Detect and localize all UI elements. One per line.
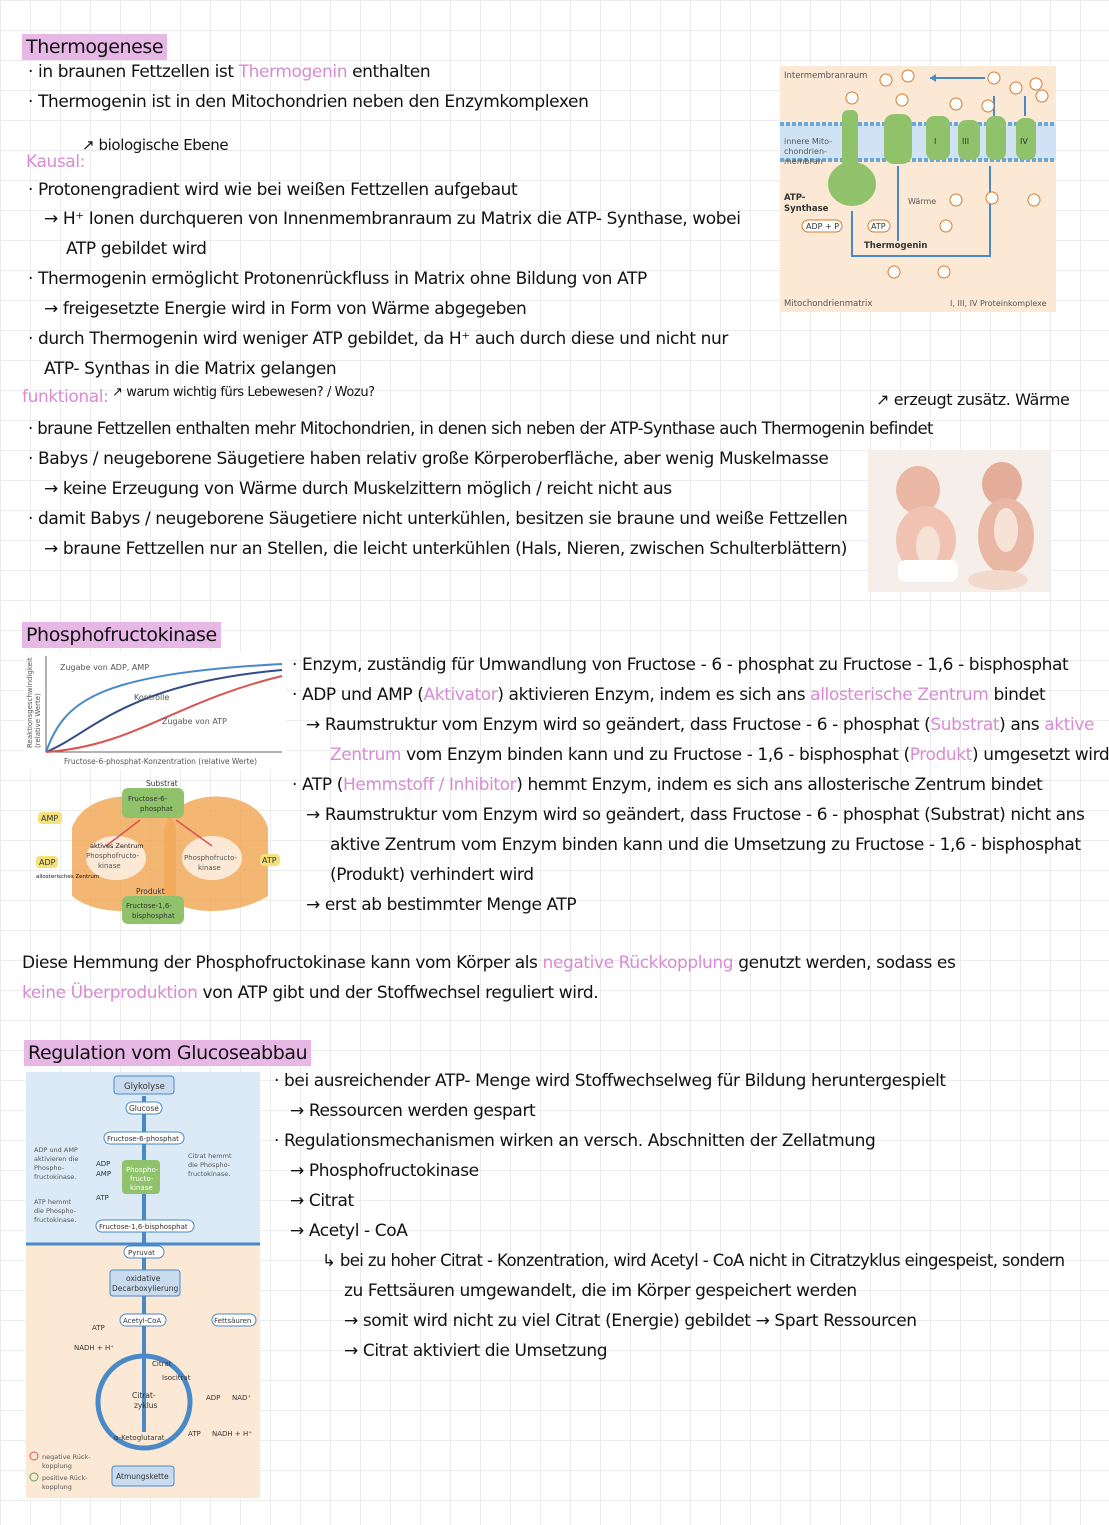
thermogenin-membrane-figure <box>780 66 1056 312</box>
label-atp-low: ATP <box>188 1430 201 1438</box>
legend-neg-2: kopplung <box>42 1462 72 1470</box>
label-citratzyklus-2: zyklus <box>134 1401 158 1410</box>
label-complex-3: III <box>962 137 970 146</box>
legend-pos-2: kopplung <box>42 1483 72 1491</box>
text-line: · Babys / neugeborene Säugetiere haben relativ große Körperoberfläche, aber wenig Muskelmasse <box>28 449 829 469</box>
text-line: → Acetyl - CoA <box>290 1221 408 1241</box>
note-adp-amp-3: Phospho- <box>34 1164 65 1172</box>
label-enzyme-right: Phosphofructo- <box>184 854 238 862</box>
label-atp-synthase-1: ATP- <box>784 193 806 203</box>
label-glucose: Glucose <box>129 1104 159 1113</box>
label-f6p-2: phosphat <box>140 805 173 813</box>
label-pfk-1: Phospho- <box>126 1166 159 1174</box>
note-text: biologische Ebene <box>98 136 229 154</box>
summary-line-2 <box>22 978 598 1008</box>
note-atp-1: ATP hemmt <box>34 1198 72 1206</box>
highlight-term: negative Rückkopplung <box>542 953 734 973</box>
text-line: · Regulationsmechanismen wirken an versch. Abschnitten der Zellatmung <box>274 1131 876 1151</box>
text-line: → freigesetzte Energie wird in Form von Wärme abgegeben <box>44 299 527 319</box>
babies-photo <box>868 450 1050 592</box>
label-f6p: Fructose-6-phosphat <box>107 1135 179 1143</box>
note-atp-2: die Phospho- <box>34 1207 77 1215</box>
text-line: ↳ bei zu hoher Citrat - Konzentration, wird Acetyl - CoA nicht in Citratzyklus eingespeist, sondern <box>322 1251 1065 1270</box>
label-enzyme-left: Phosphofructo- <box>86 852 140 860</box>
label-funktional: funktional: <box>22 387 109 407</box>
summary-line-1 <box>22 948 955 978</box>
highlight-term: Zentrum <box>330 745 402 765</box>
label-pfk-3: kinase <box>130 1184 153 1192</box>
text-line: · bei ausreichender ATP- Menge wird Stoffwechselweg für Bildung heruntergespielt <box>274 1071 946 1091</box>
label-curve-atp: Zugabe von ATP <box>162 717 227 726</box>
note-citrat-3: fructokinase. <box>188 1170 231 1178</box>
highlight-term: aktive <box>1044 715 1095 735</box>
text-part: ) aktivieren Enzym, indem es sich ans <box>497 685 806 705</box>
text-line: → keine Erzeugung von Wärme durch Muskelzittern möglich / reicht nicht aus <box>44 479 672 499</box>
graph-xlabel: Fructose-6-phosphat-Konzentration (relative Werte) <box>64 757 258 766</box>
label-citrat: Citrat <box>152 1360 172 1368</box>
note-biologische-ebene: ↗ biologische Ebene <box>82 136 229 154</box>
label-innere-membran-3: membran <box>784 157 823 166</box>
label-nadh-low: NADH + H⁺ <box>212 1430 252 1438</box>
text-line: · damit Babys / neugeborene Säugetiere nicht unterkühlen, besitzen sie braune und weiße Fettzellen <box>28 509 848 529</box>
text-part: ) umgesetzt wird <box>971 745 1109 765</box>
label-thermogenin: Thermogenin <box>864 241 928 251</box>
label-f16bp-1: Fructose-1,6- <box>126 902 172 910</box>
text-part: ) ans <box>999 715 1040 735</box>
highlight-term: Produkt <box>909 745 972 765</box>
text-part: → Raumstruktur vom Enzym wird so geändert, dass Fructose - 6 - phosphat ( <box>306 715 931 735</box>
text-line: · braune Fettzellen enthalten mehr Mitochondrien, in denen sich neben der ATP-Synthase auch Thermogenin befindet <box>28 419 933 438</box>
label-adp-p: ADP + P <box>806 222 840 231</box>
label-isocitrat: Isocitrat <box>162 1374 191 1382</box>
text-line: zu Fettsäuren umgewandelt, die im Körper gespeichert werden <box>344 1281 857 1301</box>
label-oxid-1: oxidative <box>126 1274 161 1283</box>
label-f16bp-2: bisphosphat <box>132 912 175 920</box>
label-f16bp: Fructose-1,6-bisphosphat <box>99 1223 188 1231</box>
label-atp-mid: ATP <box>92 1324 105 1332</box>
curve-adp-amp <box>46 664 282 752</box>
label-fett: Fettsäuren <box>214 1317 252 1325</box>
graph-ylabel-1: Reaktionsgeschwindigkeit <box>26 657 34 748</box>
text-line <box>330 740 1109 770</box>
text-line: → Citrat aktiviert die Umsetzung <box>344 1341 608 1361</box>
label-nadh: NADH + H⁺ <box>74 1344 114 1352</box>
label-adp-low: ADP <box>206 1394 221 1402</box>
note-text: warum wichtig fürs Lebewesen? / Wozu? <box>126 385 375 400</box>
label-acetyl: Acetyl-CoA <box>123 1317 162 1325</box>
label-glykolyse: Glykolyse <box>124 1082 165 1092</box>
label-atmungskette: Atmungskette <box>116 1472 169 1481</box>
text-line: → Phosphofructokinase <box>290 1161 479 1181</box>
label-produkt: Produkt <box>136 887 165 896</box>
note-zusaetzliche-waerme: ↗ erzeugt zusätz. Wärme <box>876 390 1070 409</box>
text-line: (Produkt) verhindert wird <box>330 865 534 885</box>
label-curve-control: Kontrolle <box>134 693 170 702</box>
label-nad: NAD⁺ <box>232 1394 252 1402</box>
text-part: · in braunen Fettzellen ist <box>28 62 234 82</box>
curve-kontrolle <box>46 670 282 752</box>
text-part: · ATP ( <box>292 775 343 795</box>
curve-atp <box>46 676 282 752</box>
label-atp: ATP <box>262 856 277 865</box>
text-line: → H⁺ Ionen durchqueren von Innenmembranraum zu Matrix die ATP- Synthase, wobei <box>44 209 741 229</box>
label-matrix: Mitochondrienmatrix <box>784 299 873 309</box>
legend-neg-1: negative Rück- <box>42 1453 91 1461</box>
label-atp: ATP <box>871 222 886 231</box>
text-line <box>28 57 430 87</box>
label-complex-1: I <box>934 137 937 146</box>
text-line: → somit wird nicht zu viel Citrat (Energie) gebildet → Spart Ressourcen <box>344 1311 917 1331</box>
text-line: → Ressourcen werden gespart <box>290 1101 536 1121</box>
label-intermembranraum: Intermembranraum <box>784 71 868 81</box>
note-atp-3: fructokinase. <box>34 1216 77 1224</box>
text-part: vom Enzym binden kann und zu Fructose - 1,6 - bisphosphat ( <box>406 745 910 765</box>
note-citrat-2: die Phospho- <box>188 1161 231 1169</box>
text-line: ATP- Synthas in die Matrix gelangen <box>44 359 337 379</box>
text-line <box>292 680 1045 710</box>
label-innere-membran-1: innere Mito- <box>784 137 833 146</box>
legend-pos-1: positive Rück- <box>42 1474 88 1482</box>
label-waerme: Wärme <box>908 197 937 206</box>
label-allost-zentrum: allosterisches Zentrum <box>36 874 100 880</box>
text-part: ) hemmt Enzym, indem es sich ans allosterische Zentrum bindet <box>516 775 1043 795</box>
label-aktives-zentrum: aktives Zentrum <box>90 842 144 850</box>
text-part: Diese Hemmung der Phosphofructokinase kann vom Körper als <box>22 953 538 973</box>
highlight-term: Substrat <box>930 715 1000 735</box>
text-line: aktive Zentrum vom Enzym binden kann und die Umsetzung zu Fructose - 1,6 - bisphosphat <box>330 835 1081 855</box>
highlight-term: allosterische Zentrum <box>810 685 989 705</box>
text-line: → Raumstruktur vom Enzym wird so geändert, dass Fructose - 6 - phosphat (Substrat) nicht ans <box>306 805 1085 825</box>
label-kausal: Kausal: <box>26 152 85 172</box>
text-line <box>306 710 1094 740</box>
label-curve-amp: Zugabe von ADP, AMP <box>60 663 150 672</box>
graph-ylabel-2: (relative Werte) <box>34 693 42 748</box>
text-line: → erst ab bestimmter Menge ATP <box>306 895 577 915</box>
glucose-regulation-figure <box>26 1072 260 1498</box>
text-part: von ATP gibt und der Stoffwechsel reguliert wird. <box>202 983 599 1003</box>
text-part: · ADP und AMP ( <box>292 685 424 705</box>
text-line: ATP gebildet wird <box>66 239 207 259</box>
text-part: genutzt werden, sodass es <box>738 953 956 973</box>
heading-regulation: Regulation vom Glucoseabbau <box>24 1040 311 1066</box>
label-amp: AMP <box>96 1170 112 1178</box>
note-text: erzeugt zusätz. Wärme <box>893 390 1070 409</box>
text-line: · Enzym, zuständig für Umwandlung von Fructose - 6 - phosphat zu Fructose - 1,6 - bisphosphat <box>292 655 1069 675</box>
text-line: · Thermogenin ermöglicht Protonenrückfluss in Matrix ohne Bildung von ATP <box>28 269 647 289</box>
highlight-term: keine Überproduktion <box>22 983 198 1003</box>
highlight-term: Aktivator <box>423 685 498 705</box>
label-enzyme-right-2: kinase <box>198 864 221 872</box>
text-part: bindet <box>993 685 1046 705</box>
label-complex-4: IV <box>1020 137 1028 146</box>
text-part: enthalten <box>352 62 431 82</box>
label-atp-synthase-2: Synthase <box>784 204 829 214</box>
label-oxid-2: Decarboxylierung <box>112 1284 179 1293</box>
label-innere-membran-2: chondrien- <box>784 147 827 156</box>
heading-thermogenese: Thermogenese <box>22 34 167 60</box>
label-f6p-1: Fructose-6- <box>128 795 168 803</box>
highlight-term: Thermogenin <box>238 62 348 82</box>
pfk-kinetics-graph <box>24 652 286 770</box>
pfk-enzyme-diagram <box>36 776 280 928</box>
note-wozu: ↗ warum wichtig fürs Lebewesen? / Wozu? <box>112 385 375 400</box>
label-citratzyklus-1: Citrat- <box>132 1391 156 1400</box>
note-adp-amp-1: ADP und AMP <box>34 1146 78 1154</box>
label-enzyme-left-2: kinase <box>98 862 121 870</box>
label-adp: ADP <box>96 1160 111 1168</box>
text-line: · durch Thermogenin wird weniger ATP gebildet, da H⁺ auch durch diese und nicht nur <box>28 329 728 349</box>
label-atp-top: ATP <box>96 1194 109 1202</box>
label-substrat: Substrat <box>146 779 178 788</box>
label-pyruvat: Pyruvat <box>128 1249 155 1257</box>
heading-phosphofructokinase: Phosphofructokinase <box>22 622 221 648</box>
highlight-term: Hemmstoff / Inhibitor <box>343 775 517 795</box>
text-line: → braune Fettzellen nur an Stellen, die leicht unterkühlen (Hals, Nieren, zwischen Schulterblättern) <box>44 539 847 559</box>
text-line: → Citrat <box>290 1191 354 1211</box>
text-line: · Thermogenin ist in den Mitochondrien neben den Enzymkomplexen <box>28 92 589 112</box>
label-adp: ADP <box>39 858 56 867</box>
label-amp: AMP <box>41 814 59 823</box>
label-ketoglutarat: α-Ketoglutarat <box>114 1434 165 1442</box>
text-line: · Protonengradient wird wie bei weißen Fettzellen aufgebaut <box>28 180 518 200</box>
note-citrat-1: Citrat hemmt <box>188 1152 232 1160</box>
label-pfk-2: fructo- <box>130 1175 154 1183</box>
label-komplexe: I, III, IV Proteinkomplexe <box>950 299 1047 308</box>
note-adp-amp-2: aktivieren die <box>34 1155 79 1163</box>
text-line <box>292 770 1042 800</box>
note-adp-amp-4: fructokinase. <box>34 1173 77 1181</box>
